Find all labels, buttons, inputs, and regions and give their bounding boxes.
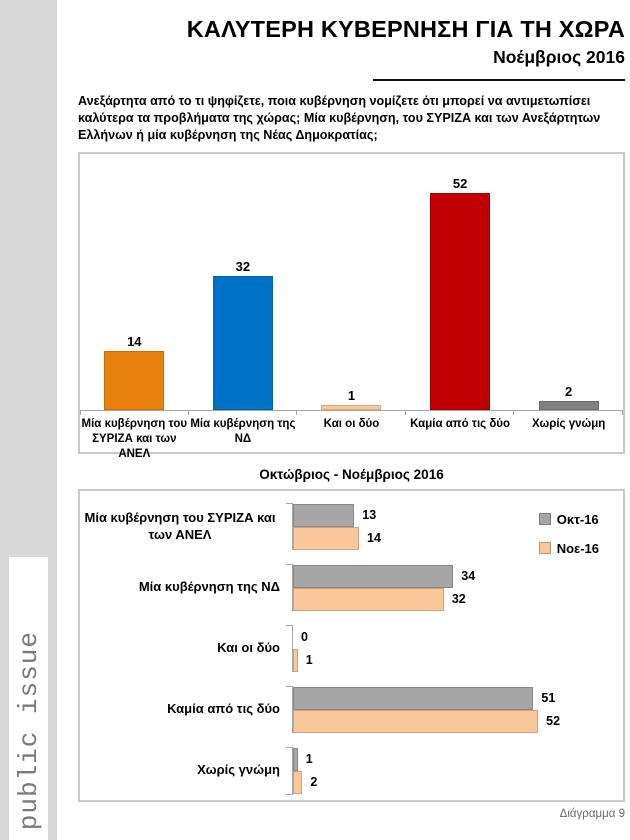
publisher-logo xyxy=(9,557,48,840)
bar-no-opinion xyxy=(539,401,599,409)
bar-value-label: 2 xyxy=(565,384,573,400)
survey-question: Ανεξάρτητα από το τι ψηφίζετε, ποια κυβέρνηση νομίζετε ότι μπορεί να αντιμετωπίσει καλύτερα τα προβλήματα της χώρας; Μία κυβέρνηση, του ΣΥΡΙΖΑ και των Ανεξάρτητων Ελλήνων ή μία κυβέρνηση της Νέας Δημοκρατίας; xyxy=(78,94,601,142)
hbar-nov xyxy=(293,527,359,550)
category-label: Καμία από τις δύο xyxy=(167,701,280,717)
bar-nd xyxy=(213,276,273,409)
hbar-value-label: 32 xyxy=(451,592,466,607)
category-label: Μία κυβέρνηση του ΣΥΡΙΖΑ και των ΑΝΕΛ xyxy=(84,509,276,542)
page-title: ΚΑΛΥΤΕΡΗ ΚΥΒΕΡΝΗΣΗ ΓΙΑ ΤΗ ΧΩΡΑ xyxy=(186,16,625,42)
bar-neither xyxy=(430,193,490,410)
category-label: Και οι δύο xyxy=(217,640,280,656)
category-label: Μία κυβέρνηση της ΝΔ xyxy=(189,411,298,462)
hbar-row-oct xyxy=(293,748,623,771)
diagram-number: Διάγραμμα 9 xyxy=(559,807,625,820)
hbar-nov xyxy=(293,588,444,611)
hbar-pair xyxy=(292,687,623,733)
content-area xyxy=(57,0,630,840)
bar-syriza-anel xyxy=(104,351,164,409)
category-label: Χωρίς γνώμη xyxy=(514,411,623,462)
hbar-row-nov xyxy=(293,710,623,733)
hbar-value-label: 52 xyxy=(546,714,561,729)
hbar-group-syriza-anel xyxy=(80,504,623,550)
hbar-nov xyxy=(293,771,302,794)
bar-group-both xyxy=(297,160,406,410)
bar-value-label: 32 xyxy=(235,259,251,275)
bar-both xyxy=(321,405,381,409)
hbar-value-label: 0 xyxy=(301,630,308,645)
hbar-row-oct xyxy=(293,626,623,649)
hbar-value-label: 1 xyxy=(305,653,313,668)
hbar-value-label: 13 xyxy=(362,508,377,523)
bar-group-no-opinion xyxy=(514,160,623,410)
hbar-oct xyxy=(293,687,533,710)
comparison-chart-title: Οκτώβριος - Νοέμβριος 2016 xyxy=(259,466,444,482)
hbar-group-nd xyxy=(80,565,623,611)
hbar-row-nov xyxy=(293,771,623,794)
hbar-group-both xyxy=(80,626,623,672)
title-underline xyxy=(373,79,625,81)
category-label: Καμία από τις δύο xyxy=(406,411,515,462)
hbar-row-oct xyxy=(293,504,623,527)
publisher-logo-text: public issue xyxy=(13,630,44,830)
hbar-nov xyxy=(293,710,538,733)
hbar-pair xyxy=(292,626,623,672)
hbar-row-oct xyxy=(293,687,623,710)
hbar-oct xyxy=(293,504,354,527)
hbar-nov xyxy=(293,649,298,672)
page-subtitle: Νοέμβριος 2016 xyxy=(493,47,625,67)
bar-group-nd xyxy=(189,160,298,410)
hbar-row-nov xyxy=(293,588,623,611)
legend-label-oct: Οκτ-16 xyxy=(556,511,599,527)
hbar-value-label: 14 xyxy=(367,531,381,546)
hbar-group-neither xyxy=(80,687,623,733)
hbar-row-nov xyxy=(293,649,623,672)
hbar-pair xyxy=(292,565,623,611)
category-label: Μία κυβέρνηση του ΣΥΡΙΖΑ και των ΑΝΕΛ xyxy=(80,411,189,462)
hbar-pair xyxy=(292,748,623,794)
left-gray-band xyxy=(0,0,57,840)
hbar-value-label: 51 xyxy=(541,691,556,706)
november-bar-chart xyxy=(78,152,625,460)
bar-group-syriza-anel xyxy=(80,160,189,410)
hbar-row-oct xyxy=(293,565,623,588)
legend-label-nov: Νοε-16 xyxy=(556,540,599,556)
category-axis xyxy=(80,410,623,462)
bar-value-label: 1 xyxy=(347,388,356,404)
bar-chart-plot-area xyxy=(80,160,623,410)
category-label: Χωρίς γνώμη xyxy=(197,762,280,778)
bar-group-neither xyxy=(406,160,515,410)
hbar-value-label: 34 xyxy=(461,569,476,584)
hbar-row-nov xyxy=(293,527,623,550)
hbar-value-label: 1 xyxy=(305,752,313,767)
category-label: Και οι δύο xyxy=(297,411,406,462)
hbar-pair xyxy=(292,504,623,550)
hbar-value-label: 2 xyxy=(310,775,318,790)
hbar-group-no-opinion xyxy=(80,748,623,794)
category-label: Μία κυβέρνηση της ΝΔ xyxy=(138,579,280,595)
oct-nov-comparison-chart xyxy=(78,489,625,802)
hbar-oct xyxy=(293,748,298,771)
bar-value-label: 14 xyxy=(127,334,142,350)
hbar-oct xyxy=(293,565,453,588)
bar-value-label: 52 xyxy=(452,175,468,191)
